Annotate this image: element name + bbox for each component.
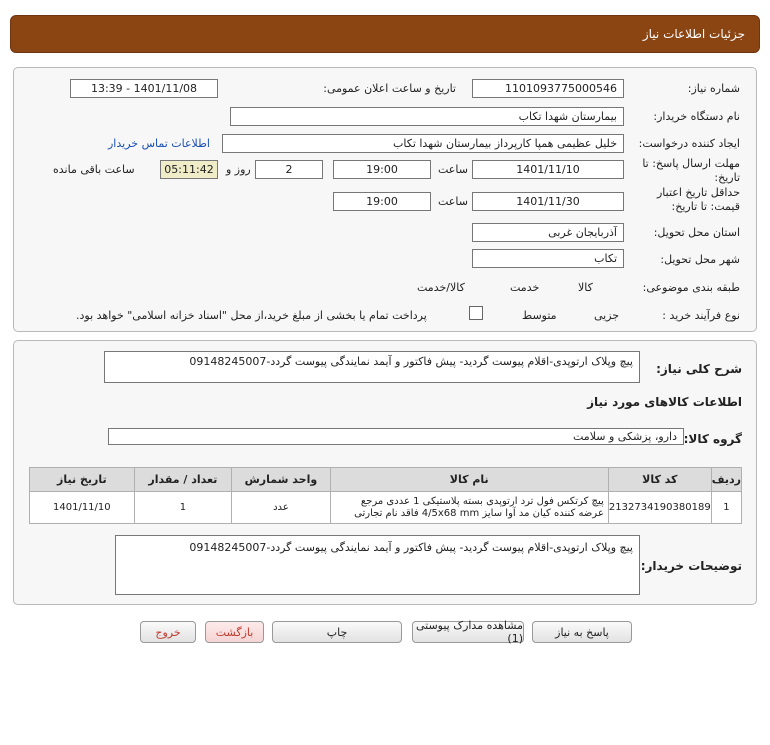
goods-table-header <box>30 468 742 492</box>
validity-time-field: 19:00 <box>333 192 431 211</box>
row-name: پیچ کرتکس فول ترد ارتوپدی بسته پلاستیکی 1 عددی مرجع عرضه کننده کیان مد آوا سایز 4/5x68 mm فاقد نام تجارتی <box>330 492 608 524</box>
col-qty: تعداد / مقدار <box>134 468 231 492</box>
goods-section-title: اطلاعات کالاهای مورد نیاز <box>587 395 742 409</box>
need-number-field: 1101093775000546 <box>472 79 624 98</box>
col-date: تاریخ نیاز <box>30 468 135 492</box>
need-number-label: شماره نیاز: <box>687 82 740 95</box>
buyer-org-label: نام دستگاه خریدار: <box>653 110 740 123</box>
row-date: 1401/11/10 <box>30 492 135 524</box>
goods-group-field: دارو، پزشکی و سلامت <box>108 428 684 445</box>
validity-label: حداقل تاریخ اعتبار قیمت: تا تاریخ: <box>656 186 740 213</box>
goods-group-label: گروه کالا: <box>683 432 742 446</box>
category-goods-label: کالا <box>578 281 593 294</box>
summary-field <box>104 351 640 383</box>
attachments-button[interactable]: مشاهده مدارک پیوستی (1) <box>412 621 524 643</box>
city-field: تکاب <box>472 249 624 268</box>
remaining-time-field: 05:11:42 <box>160 160 218 179</box>
validity-time-label: ساعت <box>438 195 468 208</box>
remaining-label: ساعت باقی مانده <box>53 163 135 176</box>
buyer-org-field: بیمارستان شهدا تکاب <box>230 107 624 126</box>
col-name: نام کالا <box>330 468 608 492</box>
category-service-label: خدمت <box>510 281 540 294</box>
category-label: طبقه بندی موضوعی: <box>642 281 740 294</box>
deadline-time-field: 19:00 <box>333 160 431 179</box>
category-both-label: کالا/خدمت <box>417 281 465 294</box>
requester-field: خلیل عظیمی همپا کارپرداز بیمارستان شهدا تکاب <box>222 134 624 153</box>
row-code: 2132734190380189 <box>608 492 711 524</box>
col-index: ردیف <box>711 468 741 492</box>
process-label: نوع فرآیند خرید : <box>662 309 740 322</box>
requester-label: ایجاد کننده درخواست: <box>638 137 740 150</box>
days-field: 2 <box>255 160 323 179</box>
province-field: آذربایجان غربی <box>472 223 624 242</box>
exit-button[interactable]: خروج <box>140 621 196 643</box>
city-label: شهر محل تحویل: <box>660 253 740 266</box>
col-code: کد کالا <box>608 468 711 492</box>
col-unit: واحد شمارش <box>232 468 331 492</box>
row-unit: عدد <box>232 492 331 524</box>
validity-date-field: 1401/11/30 <box>472 192 624 211</box>
buyer-notes-field <box>115 535 640 595</box>
row-qty: 1 <box>134 492 231 524</box>
contact-info-link[interactable]: اطلاعات تماس خریدار <box>108 137 210 150</box>
buyer-notes-label: توضیحات خریدار: <box>640 559 742 573</box>
buyer-notes-text: پیچ وپلاک ارتوپدی-اقلام پیوست گردید- پیش فاکتور و آیمد نمایندگی پیوست گردد-09148245007 <box>189 541 633 554</box>
announce-label: تاریخ و ساعت اعلان عمومی: <box>323 82 456 95</box>
table-row <box>30 492 742 524</box>
deadline-label: مهلت ارسال پاسخ: تا تاریخ: <box>642 157 740 184</box>
page-title: جزئیات اطلاعات نیاز <box>642 27 745 41</box>
province-label: استان محل تحویل: <box>653 226 740 239</box>
deadline-date-field: 1401/11/10 <box>472 160 624 179</box>
process-minor-label: جزیی <box>594 309 620 322</box>
row-index: 1 <box>711 492 741 524</box>
back-button[interactable]: بازگشت <box>205 621 264 643</box>
deadline-time-label: ساعت <box>438 163 468 176</box>
process-medium-label: متوسط <box>522 309 557 322</box>
page-header <box>10 15 760 53</box>
treasury-payment-note: پرداخت تمام یا بخشی از مبلغ خرید،از محل "اسناد خزانه اسلامی" خواهد بود. <box>76 309 427 322</box>
days-label: روز و <box>226 163 251 176</box>
goods-table <box>29 467 742 524</box>
treasury-payment-checkbox[interactable] <box>469 306 483 320</box>
summary-text: پیچ وپلاک ارتوپدی-اقلام پیوست گردید- پیش فاکتور و آیمد نمایندگی پیوست گردد-09148245007 <box>189 355 633 368</box>
summary-label: شرح کلی نیاز: <box>656 362 742 376</box>
reply-button[interactable]: پاسخ به نیاز <box>532 621 632 643</box>
print-button[interactable]: چاپ <box>272 621 402 643</box>
announce-field: 1401/11/08 - 13:39 <box>70 79 218 98</box>
